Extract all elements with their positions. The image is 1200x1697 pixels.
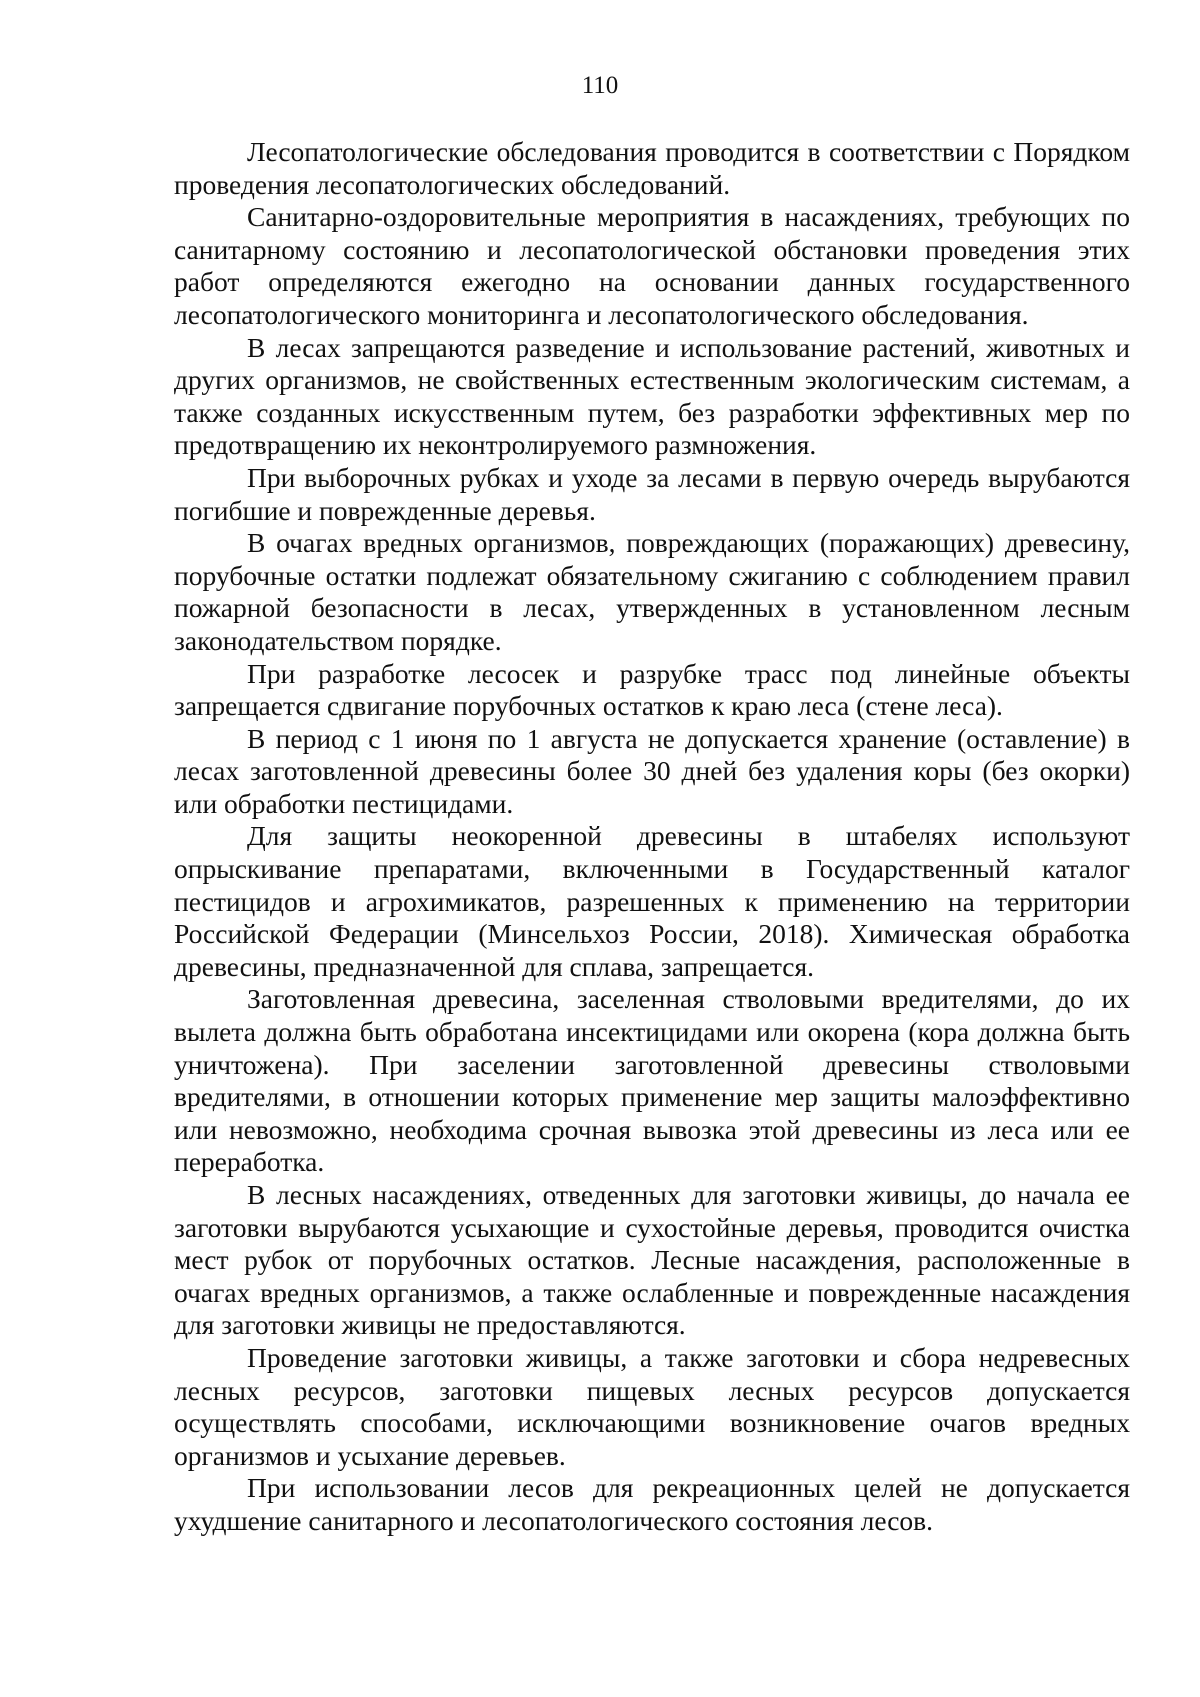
document-body	[174, 136, 1130, 1538]
paragraph: Для защиты неокоренной древесины в штабелях используют опрыскивание препаратами, включенными в Государственный каталог пестицидов и агрохимикатов, разрешенных к применению на территории Российской Федерации (Минсельхоз России, 2018). Химическая обработка древесины, предназначенной для сплава, запрещается.	[174, 820, 1130, 982]
paragraph: Лесопатологические обследования проводится в соответствии с Порядком проведения лесопатологических обследований.	[174, 136, 1130, 200]
paragraph: При выборочных рубках и уходе за лесами в первую очередь вырубаются погибшие и поврежденные деревья.	[174, 461, 1130, 526]
paragraph: Санитарно-оздоровительные мероприятия в насаждениях, требующих по санитарному состоянию и лесопатологической обстановки проведения этих работ определяются ежегодно на основании данных государственного лесопатологического мониторинга и лесопатологического обследования.	[174, 201, 1130, 330]
paragraph: В период с 1 июня по 1 августа не допускается хранение (оставление) в лесах заготовленной древесины более 30 дней без удаления коры (без окорки) или обработки пестицидами.	[174, 722, 1130, 819]
paragraph: В лесных насаждениях, отведенных для заготовки живицы, до начала ее заготовки вырубаются усыхающие и сухостойные деревья, проводится очистка мест рубок от порубочных остатков. Лесные насаждения, расположенные в очагах вредных организмов, а также ослабленные и поврежденные насаждения для заготовки живицы не предоставляются.	[174, 1179, 1130, 1341]
paragraph: В лесах запрещаются разведение и использование растений, животных и других организмов, не свойственных естественным экологическим системам, а также созданных искусственным путем, без разработки эффективных мер по предотвращению их неконтролируемого размножения.	[174, 331, 1130, 461]
paragraph: При разработке лесосек и разрубке трасс под линейные объекты запрещается сдвигание порубочных остатков к краю леса (стене леса).	[174, 657, 1130, 722]
paragraph: При использовании лесов для рекреационных целей не допускается ухудшение санитарного и лесопатологического состояния лесов.	[174, 1472, 1130, 1536]
paragraph: Заготовленная древесина, заселенная стволовыми вредителями, до их вылета должна быть обработана инсектицидами или окорена (кора должна быть уничтожена). При заселении заготовленной древесины стволовыми вредителями, в отношении которых применение мер защиты малоэффективно или невозможно, необходима срочная вывозка этой древесины из леса или ее переработка.	[174, 983, 1130, 1178]
paragraph: В очагах вредных организмов, повреждающих (поражающих) древесину, порубочные остатки подлежат обязательному сжиганию с соблюдением правил пожарной безопасности в лесах, утвержденных в установленном лесным законодательством порядке.	[174, 527, 1130, 656]
paragraph: Проведение заготовки живицы, а также заготовки и сбора недревесных лесных ресурсов, заготовки пищевых лесных ресурсов допускается осуществлять способами, исключающими возникновение очагов вредных организмов и усыхание деревьев.	[174, 1341, 1130, 1471]
page-number: 110	[581, 72, 619, 99]
